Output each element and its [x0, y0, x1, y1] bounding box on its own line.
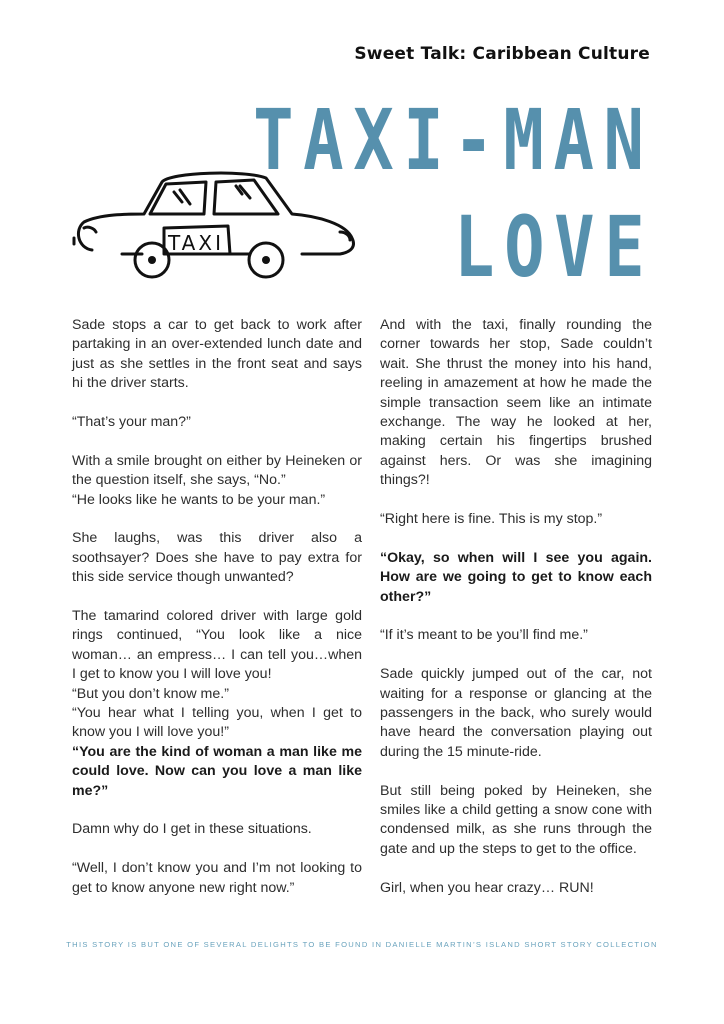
paragraph: And with the taxi, finally rounding the corner towards her stop, Sade couldn’t wait. She thrust the money into his hand, reeling in amazement at how he made the simple transaction seem like an intimate exchange. The way he looked at her, making certain his fingertips brushed against hers. Or was she imagining things?! — [380, 317, 652, 489]
paragraph: The tamarind colored driver with large gold rings continued, “You look like a nice woman… an empress… I can tell you…when I get to know you I will love you! — [72, 608, 362, 683]
paragraph: Sade quickly jumped out of the car, not waiting for a response or glancing at the passengers in the back, who surely would have heard the conversation playing out during the 15 minute-ride. — [380, 666, 652, 760]
paragraph: With a smile brought on either by Heineken or the question itself, she says, “No.” — [72, 452, 362, 489]
paragraph: She laughs, was this driver also a soothsayer? Does she have to pay extra for this side service though unwanted? — [72, 530, 362, 586]
paragraph-bold: “Okay, so when will I see you again. How are we going to get to know each other?” — [380, 549, 652, 605]
paragraph: “But you don’t know me.” — [72, 685, 229, 702]
section-kicker: Sweet Talk: Caribbean Culture — [354, 44, 650, 64]
title-line-1: TAXI-MAN — [253, 91, 654, 189]
paragraph: “Well, I don’t know you and I’m not looking to get to know anyone new right now.” — [72, 860, 362, 896]
taxi-sign-text: TAXI — [168, 231, 224, 255]
story-column-right — [380, 316, 652, 917]
paragraph: Girl, when you hear crazy… RUN! — [380, 879, 594, 896]
paragraph: Damn why do I get in these situations. — [72, 821, 312, 838]
title-line-2: LOVE — [453, 198, 654, 296]
paragraph: “If it’s meant to be you’ll find me.” — [380, 627, 588, 644]
paragraph-bold: “You are the kind of woman a man like me could love. Now can you love a man like me?” — [72, 743, 362, 799]
paragraph: “Right here is fine. This is my stop.” — [380, 511, 603, 528]
footer-note: THIS STORY IS BUT ONE OF SEVERAL DELIGHTS TO BE FOUND IN DANIELLE MARTIN’S ISLAND SHORT STORY COLLECTION — [66, 940, 658, 949]
paragraph: “He looks like he wants to be your man.” — [72, 491, 326, 508]
paragraph: “You hear what I telling you, when I get to know you I will love you!” — [72, 705, 362, 741]
taxi-car-icon — [70, 168, 360, 280]
paragraph: “That’s your man?” — [72, 414, 191, 431]
paragraph: Sade stops a car to get back to work after partaking in an over-extended lunch date and just as she settles in the front seat and says hi the driver starts. — [72, 317, 362, 392]
story-column-left — [72, 316, 362, 917]
paragraph: But still being poked by Heineken, she smiles like a child getting a snow cone with condensed milk, as she runs through the gate and up the steps to get to the office. — [380, 782, 652, 857]
